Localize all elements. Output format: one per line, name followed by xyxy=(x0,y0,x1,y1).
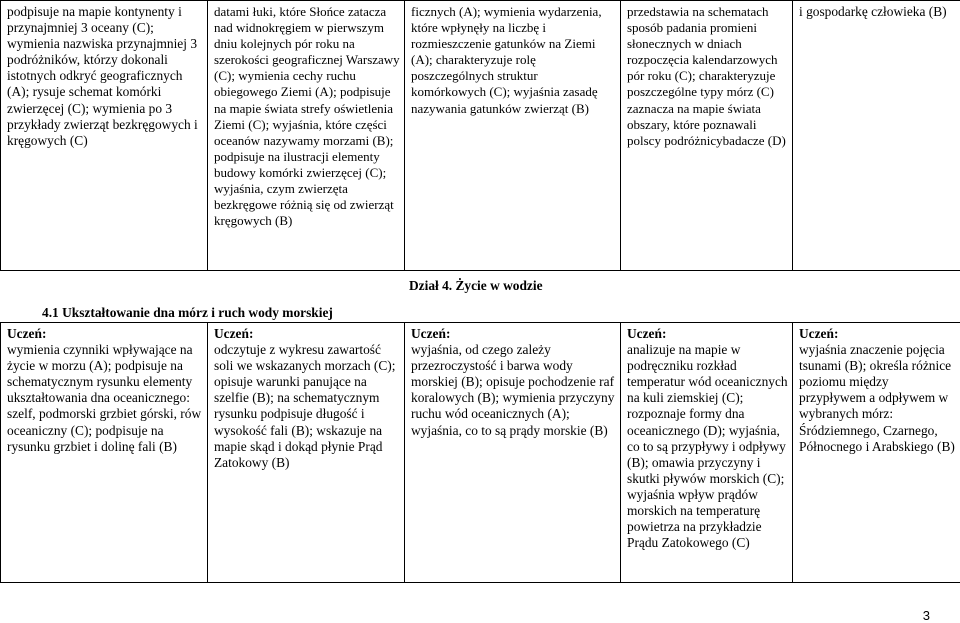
student-label: Uczeń: xyxy=(214,326,254,341)
grade-cell-5 xyxy=(793,323,960,583)
student-label: Uczeń: xyxy=(411,326,451,341)
grade-cell-5: i gospodarkę człowieka (B) xyxy=(793,1,960,271)
grade-text: wyjaśnia, od czego zależy przezroczystość i barwa wody morskiej (B); opisuje pochodzenie raf koralowych (B); wymienia przyczyny ruchu wód oceanicznych (A); wyjaśnia, co to są prądy morskie (B) xyxy=(411,342,615,438)
grade-cell-4 xyxy=(621,323,793,583)
grade-text: wymienia czynniki wpływające na życie w morzu (A); podpisuje na schematycznym rysunku elementy ukształtowania dna oceanicznego: szelf, podmorski grzbiet górski, rów oceaniczny (C); podpisuje na rysunku grzbiet i dolinę fali (B) xyxy=(7,342,202,454)
student-label: Uczeń: xyxy=(7,326,47,341)
student-label: Uczeń: xyxy=(799,326,839,341)
grade-cell-3: ficznych (A); wymienia wydarzenia, które wpłynęły na liczbę i rozmieszczenie gatunków na Ziemi (A); charakteryzuje rolę poszczególnych struktur komórkowych (C); wyjaśnia zasadę nazywania gatunków zwierząt (B) xyxy=(405,1,621,271)
grade-cell-1 xyxy=(1,323,208,583)
section-title: 4.1 Ukształtowanie dna mórz i ruch wody morskiej xyxy=(42,305,333,320)
grade-cell-4: przedstawia na schematach sposób padania promieni słonecznych w dniach rozpoczęcia kalendarzowych pór roku (C); charakteryzuje poszczególne typy mórz (C) zaznacza na mapie świata obszary, które poznawali polscy podróżnicybadacze (D) xyxy=(621,1,793,271)
table-row xyxy=(1,1,960,271)
grade-cell-1: podpisuje na mapie kontynenty i przynajmniej 3 oceany (C); wymienia nazwiska przynajmniej 3 podróżników, którzy dokonali istotnych odkryć geograficznych (A); rysuje schemat komórki zwierzęcej (C); wymienia po 3 przykłady zwierząt bezkręgowych i kręgowych (C) xyxy=(1,1,208,271)
criteria-table-section xyxy=(0,322,960,583)
page-number: 3 xyxy=(922,608,930,623)
grade-cell-2: datami łuki, które Słońce zatacza nad widnokręgiem w pierwszym dniu kolejnych pór roku na szerokości geograficznej Warszawy (C); wymienia cechy ruchu obiegowego Ziemi (A); podpisuje na mapie świata strefy oświetlenia Ziemi (C); wyjaśnia, które części oceanów nazywamy morzami (B); podpisuje na ilustracji elementy budowy komórki zwierzęcej (C); wyjaśnia, czym zwierzęta bezkręgowe różnią się od zwierząt kręgowych (B) xyxy=(208,1,405,271)
chapter-title: Dział 4. Życie w wodzie xyxy=(409,278,543,293)
table-row xyxy=(1,323,960,583)
student-label: Uczeń: xyxy=(627,326,667,341)
grade-cell-3 xyxy=(405,323,621,583)
grade-text: wyjaśnia znaczenie pojęcia tsunami (B); określa różnice poziomu między przypływem a odpływem w wybranych mórz: Śródziemnego, Czarnego, Północnego i Arabskiego (B) xyxy=(799,342,955,454)
criteria-table-continued xyxy=(0,0,960,271)
grade-text: analizuje na mapie w podręczniku rozkład temperatur wód oceanicznych na kuli ziemskiej (C); rozpoznaje formy dna oceanicznego (D); wyjaśnia, co to są przypływy i odpływy (B); omawia przyczyny i skutki pływów morskich (C); wyjaśnia wpływ prądów morskich na temperaturę powietrza na przykładzie Prądu Zatokowego (C) xyxy=(627,342,788,551)
grade-text: odczytuje z wykresu zawartość soli we wskazanych morzach (C); opisuje warunki panujące na szelfie (B); na schematycznym rysunku podpisuje długość i wysokość fali (B); wskazuje na mapie skąd i dokąd płynie Prąd Zatokowy (B) xyxy=(214,342,396,470)
grade-cell-2 xyxy=(208,323,405,583)
